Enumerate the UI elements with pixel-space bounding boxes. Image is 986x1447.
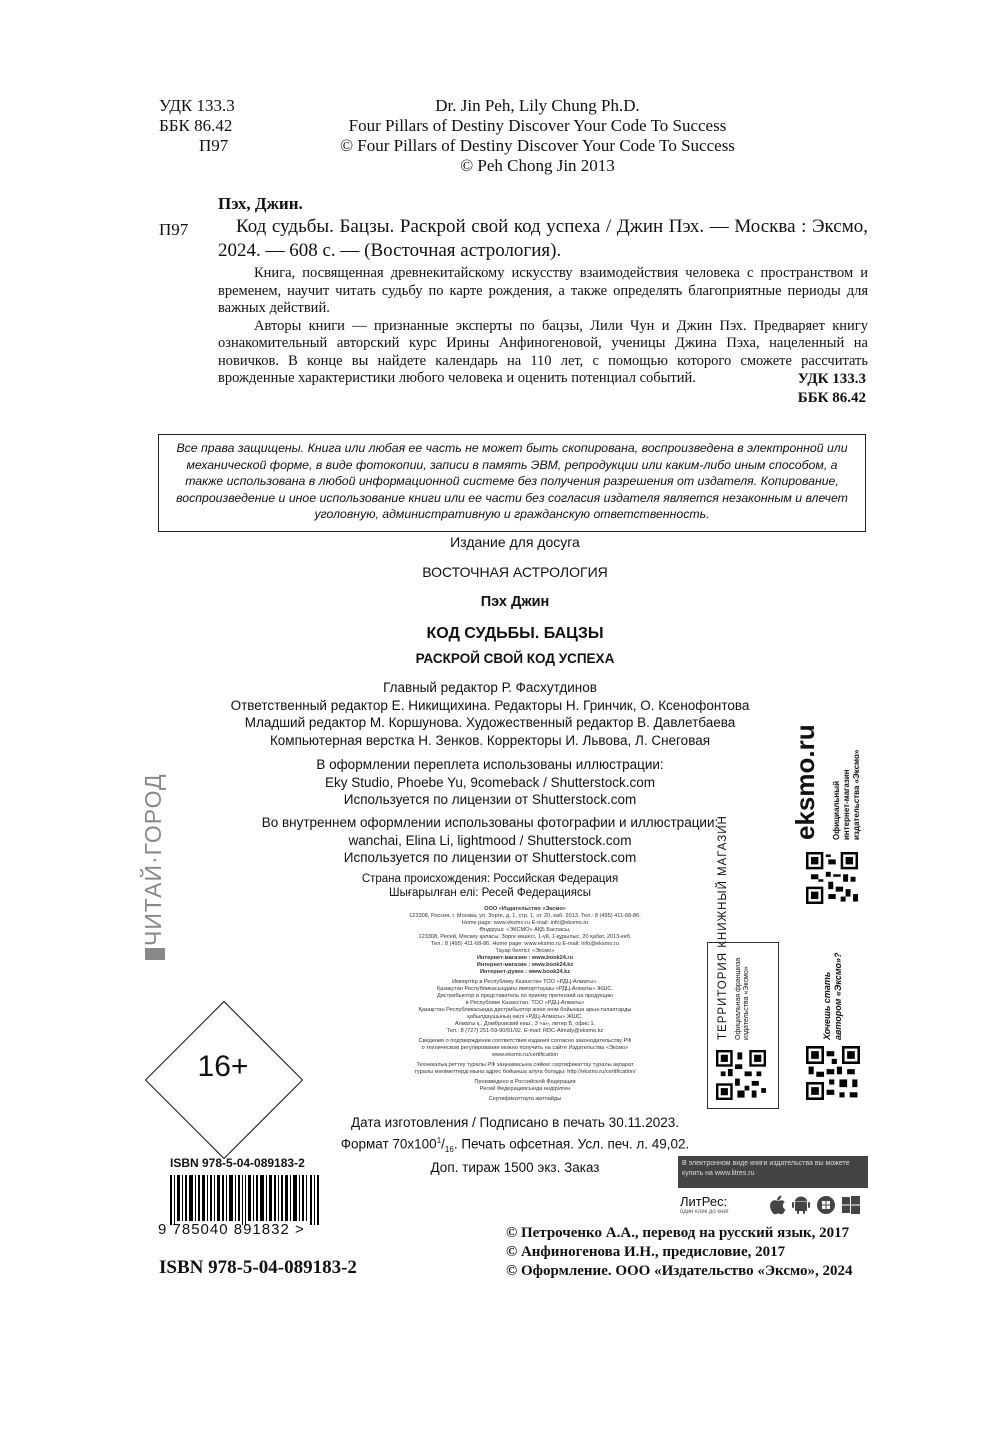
credit-line: wanchai, Elina Li, lightmood / Shutterstock.com — [348, 832, 632, 848]
credit-line: Используется по лицензии от Shutterstock.com — [343, 850, 637, 865]
litres-banner: В электронном виде книги издательства вы можете купить на www.litres.ru — [678, 1156, 868, 1188]
fine-line: Импортёр в Республику Казахстан ТОО «РДЦ-Алматы». — [452, 979, 598, 985]
original-title: Four Pillars of Destiny Discover Your Code To Success — [348, 116, 727, 135]
record-title: Код судьбы. Бацзы. Раскрой свой код успеха / Джин Пэх. — Москва : Эксмо, 2024. — 608 с. — (Восточная астрология). — [218, 216, 868, 261]
isbn-main: ISBN 978-5-04-089183-2 — [159, 1257, 357, 1278]
fine-line: в Республике Казахстан: ТОО «РДЦ-Алматы» — [465, 1000, 585, 1006]
copyright-line: © Оформление. ООО «Издательство «Эксмо», 2024 — [506, 1263, 853, 1279]
staff-line: Младший редактор М. Коршунова. Художественный редактор В. Давлетбаева — [244, 715, 736, 730]
staff-line: Главный редактор Р. Фасхутдинов — [383, 680, 597, 695]
barcode-digits: 9 785040 891832 > — [158, 1221, 305, 1238]
fine-line: Техникалық реттеу туралы РФ заңнамасына сәйкес сертификаттау туралы ақпарат — [416, 1062, 634, 1068]
fine-line: Сертификаттауға жатпайды — [488, 1096, 562, 1102]
fine-line: о техническом регулировании можно получить на сайте Издательства «Эксмо» — [421, 1045, 629, 1051]
record-author: Пэх, Джин. — [218, 194, 303, 213]
copyrights — [506, 1224, 853, 1281]
fine-line: Тауар белгісі: «Эксмо» — [495, 948, 555, 954]
udk-code: УДК 133.3 — [159, 96, 235, 115]
production-date: Дата изготовления / Подписано в печать 30.11.2023. — [351, 1115, 679, 1130]
cover-credits — [170, 756, 810, 809]
origin-line: Страна происхождения: Российская Федерация — [361, 873, 619, 885]
apple-icon — [768, 1195, 786, 1215]
publisher-fine-print — [355, 906, 695, 1103]
fine-line: Интернет-магазин : www.book24.kz — [476, 962, 574, 968]
litres-logo: ЛитРес: один клик до книг — [680, 1194, 729, 1215]
eksmo-shop-caption: Официальный интернет-магазин издательства «Эксмо» — [832, 749, 861, 840]
edition-author: Пэх Джин — [480, 594, 550, 610]
original-edition — [260, 96, 815, 176]
age-rating: 16+ — [197, 1050, 249, 1083]
fine-line: Өндіруші: «ЭКСМО» АҚБ Баспасы, — [479, 927, 571, 933]
eksmo-site: eksmo.ru — [790, 724, 820, 840]
fine-line: 123308, Россия, г. Москва, ул. Зорге, д. 1, стр. 1, эт. 20, каб. 2013. Тел.: 8 (495) 411-68-86. — [409, 913, 641, 919]
credit-line: В оформлении переплета использованы иллюстрации: — [316, 757, 664, 772]
chitai-gorod-logo: ЧИТАЙ·ГОРОД — [140, 800, 174, 960]
fine-line: Home page: www.eksmo.ru E-mail: info@eksmo.ru — [461, 920, 589, 926]
territory-title: ТЕРРИТОРИЯ КНИЖНЫЙ МАГАЗИН — [717, 815, 729, 1040]
production-format: Формат $70x100^1/_{16}$. Печать офсетная. Усл. печ. л. 49,02. — [340, 1136, 690, 1155]
fine-line: Произведено в Российской Федерации — [474, 1079, 576, 1085]
original-authors: Dr. Jin Peh, Lily Chung Ph.D. — [435, 96, 640, 115]
header-codes — [159, 96, 235, 156]
edition-subtitle: РАСКРОЙ СВОЙ КОД УСПЕХА — [415, 651, 615, 666]
credit-line: Используется по лицензии от Shutterstock.com — [343, 792, 637, 807]
eksmo-author-question: Хочешь стать автором «Эксмо»? — [822, 952, 843, 1040]
barcode-icon — [170, 1172, 320, 1228]
fine-line: Алматы қ., Домбровский көш., 3 «а», литер Б, офис 1. — [454, 1021, 596, 1027]
bbk-code: ББК 86.42 — [159, 116, 233, 135]
record-udk: УДК 133.3 — [797, 371, 866, 387]
copyright-line: © Петроченко А.А., перевод на русский язык, 2017 — [506, 1225, 850, 1241]
fine-line: Қазақстан Республикасында дистрибьютор және өнім бойынша арыз-талаптарды — [418, 1007, 632, 1013]
original-copyright: © Four Pillars of Destiny Discover Your Code To Success — [340, 136, 735, 155]
edition-title: КОД СУДЬБЫ. БАЦЗЫ — [426, 625, 604, 642]
inner-credits — [170, 814, 810, 867]
fine-line: қабылдаушының өкілі «РДЦ-Алматы» ЖШС, — [467, 1014, 583, 1020]
fine-line: ООО «Издательство «Эксмо» — [484, 906, 566, 912]
staff-list — [170, 679, 810, 749]
copyright-line: © Анфиногенова И.Н., предисловие, 2017 — [506, 1244, 786, 1260]
credit-line: Eky Studio, Phoebe Yu, 9comeback / Shutterstock.com — [325, 774, 655, 790]
fine-line: Тел.: 8 (727) 251-59-90/91/92. E-mail: RDC-Almaty@eksmo.kz — [446, 1028, 604, 1034]
annotation-paragraph: Книга, посвященная древнекитайскому искусству взаимодействия человека с пространством и временем, научит читать судьбу по карте рождения, а также определять благоприятные периоды для важных действий. — [218, 265, 868, 316]
fine-line: Интернет-дүкен : www.book24.kz — [479, 969, 571, 975]
origin — [170, 872, 810, 900]
edition-purpose: Издание для досуга — [450, 534, 580, 550]
fine-line: Интернет-магазин : www.book24.ru — [476, 955, 574, 961]
windows-phone-icon — [816, 1195, 836, 1215]
record-bbk: ББК 86.42 — [797, 390, 866, 406]
fine-line: туралы мәліметтерді мына адрес бойынша алуға болады: http://eksmo.ru/certification/ — [414, 1069, 636, 1075]
edition-series: ВОСТОЧНАЯ АСТРОЛОГИЯ — [422, 564, 608, 580]
record-codes — [740, 370, 866, 408]
origin-line: Шығарылған елі: Ресей Федерациясы — [389, 887, 591, 899]
author-qr-icon — [806, 1046, 860, 1100]
isbn-small: ISBN 978-5-04-089183-2 — [170, 1156, 305, 1170]
fine-line: Сведения о подтверждении соответствия издания согласно законодательству РФ — [418, 1038, 632, 1044]
rights-notice: Все права защищены. Книга или любая ее часть не может быть скопирована, воспроизведена в электронной или механической форме, в виде фотокопии, записи в память ЭВМ, репродукции или каким-либо иным способом, а также использована в любой информационной системе без получения разрешения от издателя. Копирование, воспроизведение и иное использование книги или ее части без согласия издателя является незаконным и влечет уголовную, административную и гражданскую ответственность. — [158, 434, 866, 532]
production-print-run: Доп. тираж 1500 экз. Заказ — [430, 1160, 600, 1176]
author-sign: П97 — [199, 136, 229, 155]
production-info — [305, 1114, 725, 1177]
record-code: П97 — [159, 220, 189, 239]
fine-line: 123308, Ресей, Мәскеу қаласы, Зорге көшесі, 1-үй, 1-құрылыс, 20 қабат, 2013-кеб. — [418, 934, 632, 940]
eksmo-qr-icon — [806, 852, 858, 904]
original-copyright-year: © Peh Chong Jin 2013 — [460, 156, 615, 175]
territory-caption: Официальная франшиза издательства «Эксмо» — [735, 957, 750, 1040]
fine-line: Ресей Федерациясында өндірілген — [479, 1086, 571, 1092]
fine-line: www.eksmo.ru/certification — [491, 1052, 559, 1058]
windows-icon — [842, 1196, 860, 1214]
fine-line: Қазақстан Республикасындағы импорттаушы «РДЦ-Алматы» ЖШС. — [437, 986, 613, 992]
platform-icons — [768, 1194, 868, 1216]
annotation-paragraph: Авторы книги — признанные эксперты по бацзы, Лили Чун и Джин Пэх. Предваряет книгу ознакомительный авторский курс Ирины Анфиногеновой, ученицы Джина Пэха, нацеленный на новичков. В конце вы найдете календарь на 110 лет, с помощью которого сможете рассчитать врожденные характеристики любого человека и оценить потенциал событий. — [218, 317, 868, 386]
fine-line: Дистрибьютор и представитель по приему претензий на продукцию — [436, 993, 614, 999]
staff-line: Компьютерная верстка Н. Зенков. Корректоры И. Львова, Л. Снеговая — [269, 732, 711, 748]
android-icon — [792, 1195, 810, 1215]
territory-qr-icon — [716, 1050, 766, 1100]
staff-line: Ответственный редактор Е. Никищихина. Редакторы Н. Гринчик, О. Ксенофонтова — [230, 697, 750, 713]
fine-line: Тел.: 8 (495) 411-68-86. Home page: www.eksmo.ru E-mail: info@eksmo.ru — [430, 941, 620, 947]
logo-mark-icon — [145, 948, 165, 960]
credit-line: Во внутреннем оформлении использованы фотографии и иллюстрации: — [261, 815, 719, 830]
